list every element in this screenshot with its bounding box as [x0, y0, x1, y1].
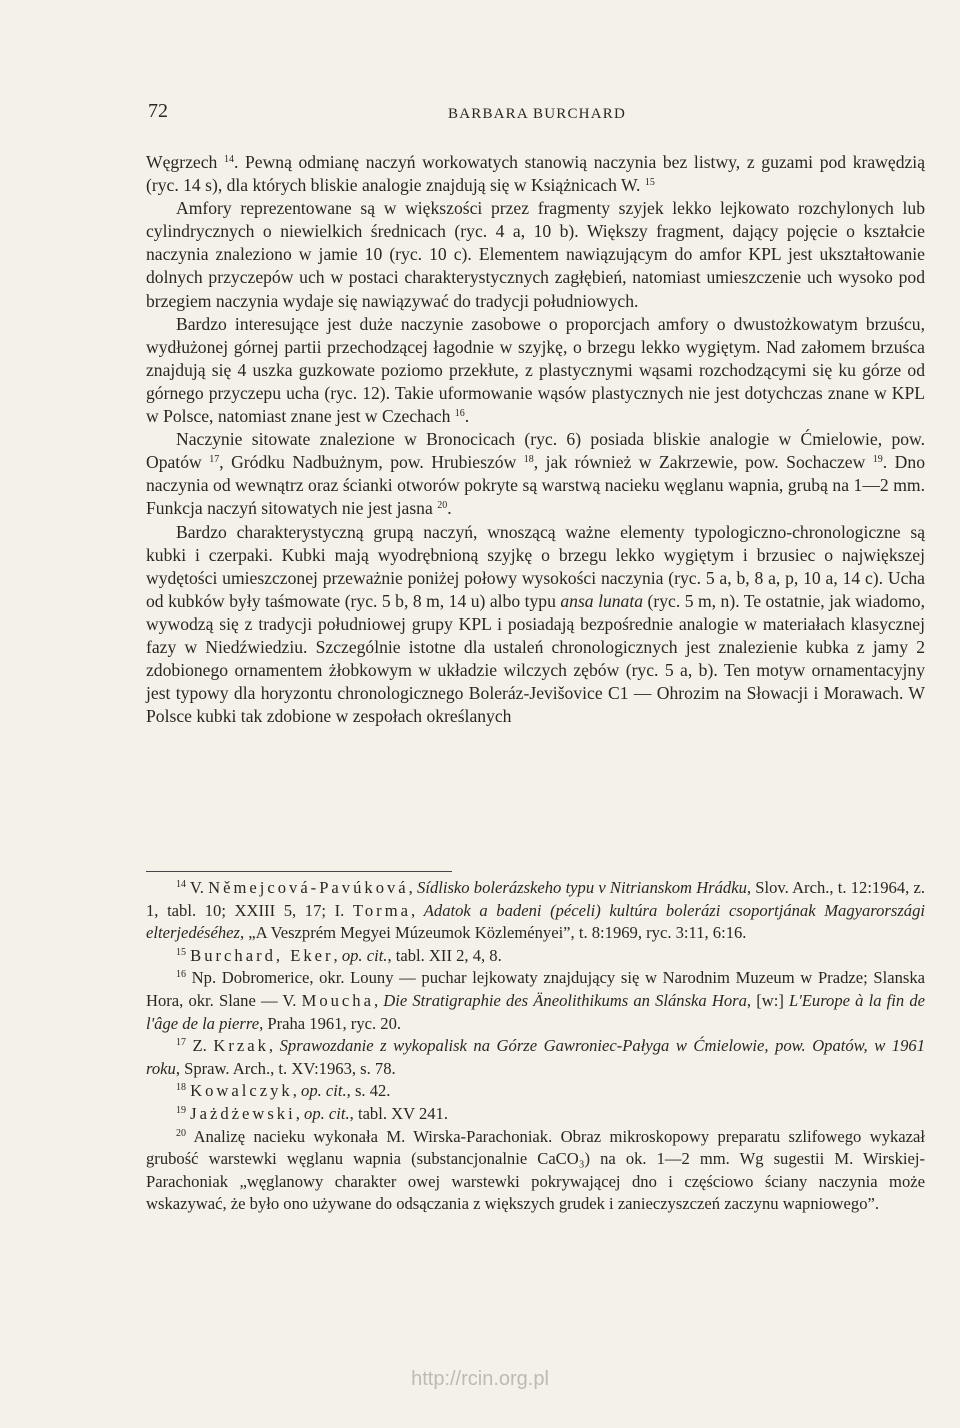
footnote-text: , tabl. XV 241.: [349, 1103, 448, 1123]
footnote-text: ,: [268, 1036, 280, 1056]
title-italic: Sprawozdanie z wykopalisk na Górze Gawroniec-Pałyga w Ćmielowie, pow. Opatów, w 1961 roku: [146, 1036, 925, 1078]
paragraph-5: Bardzo charakterystyczną grupą naczyń, wnoszącą ważne elementy typologiczno-chronologiczne są kubki i czerpaki. Kubki mają wyodrębnioną szyjkę o brzegu lekko wygiętym i brzusiec o największej wydętości umieszczonej przeważnie poniżej połowy wysokości naczynia (ryc. 5 a, b, 8 a, p, 10 a, 14 c). Ucha od kubków były taśmowate (ryc. 5 b, 8 m, 14 u) albo typu ansa lunata (ryc. 5 m, n). Te ostatnie, jak wiadomo, wywodzą się z tradycji południowej grupy KPL i posiadają bezpośrednie analogie w materiałach klasycznej fazy w Niedźwiedziu. Szczególnie istotne dla ustaleń chronologicznych jest znalezienie kubka z jamy 2 zdobionego ornamentem żłobkowym w układzie wilczych zębów (ryc. 5 a, b). Ten motyw ornamentacyjny jest typowy dla horyzontu chronologicznego Boleráz-Jevišovice C1 — Ohrozim na Słowacji i Morawach. W Polsce kubki tak zdobione w zespołach określanych: [146, 521, 925, 727]
body-text: [146, 151, 925, 728]
footnote-ref[interactable]: 20: [437, 500, 448, 512]
footnote-17: [146, 1035, 925, 1080]
footnote-number: 14: [176, 879, 186, 890]
title-italic: op. cit.: [341, 945, 388, 965]
author-name: Kowalczyk: [190, 1081, 293, 1101]
running-header: BARBARA BURCHARD: [448, 106, 626, 122]
title-italic: Sídlisko bolerázskeho typu v Nitrianskom Hrádku: [417, 878, 747, 897]
footnote-ref[interactable]: 17: [209, 454, 220, 466]
watermark: http://rcin.org.pl: [411, 1368, 549, 1390]
page-number: 72: [148, 100, 168, 122]
footnote-number: 18: [176, 1082, 186, 1094]
footnote-18: [146, 1080, 925, 1103]
footnote-text: ,: [295, 1103, 305, 1123]
title-italic: op. cit.: [301, 1081, 347, 1101]
footnote-text: ,: [410, 900, 424, 920]
footnote-text: , Spraw. Arch., t. XV:1963, s. 78.: [175, 1058, 396, 1078]
footnote-text: ,: [373, 990, 384, 1010]
footnote-number: 19: [176, 1104, 186, 1116]
footnote-divider: [146, 871, 452, 872]
footnote-text: ,: [292, 1081, 302, 1101]
paragraph-3: Bardzo interesujące jest duże naczynie zasobowe o proporcjach amfory o dwustożkowatym brzuścu, wydłużonej górnej partii przechodzącej łagodnie w szyjkę, o brzegu lekko wygiętym. Nad załomem brzuśca znajdują się 4 uszka guzkowate poziomo przekłute, z plastycznymi wąsami rozchodzącymi się ku górze od górnego przyczepu ucha (ryc. 12). Takie uformowanie wąsów plastycznych nie jest dotychczas znane w KPL w Polsce, natomiast znane jest w Czechach $^{16}$.: [146, 313, 925, 427]
author-name: Torma: [352, 900, 411, 920]
footnote-text: , Slov. Arch., t. 12:1964, z. 1, tabl. 10; XXIII 5, 17; I.: [146, 878, 925, 920]
footnote-text: Analizę nacieku wykonała M. Wirska-Parachoniak. Obraz mikroskopowy preparatu szlifowego wykazał grubość warstewki węglanu wapnia (substancjonalnie CaCO₃) na ok. 1—2 mm. Wg sugestii M. Wirskiej-Parachoniak „węglanowy charakter owej warstewki pokrywającej dno i częściowo ściany naczynia może wskazywać, że było ono używane do odsączania z większych grudek i zanieczyszczeń zaczynu wapniowego”.: [146, 1126, 925, 1214]
footnote-ref[interactable]: 19: [872, 454, 883, 466]
author-name: Krzak: [213, 1036, 269, 1056]
title-italic: Adatok a badeni (péceli) kultúra bolerázi csoportjának Magyarországi elterjedéséhez: [146, 900, 926, 943]
footnote-text: Z.: [186, 1036, 214, 1056]
footnote-number: 16: [176, 969, 186, 981]
paragraph-2: Amfory reprezentowane są w większości przez fragmenty szyjek lekko lejkowato rozchylonych lub cylindrycznych o niewielkich średnicach (ryc. 4 a, 10 b). Większy fragment, dający pojęcie o kształcie naczynia znaleziono w jamie 10 (ryc. 10 c). Elementem nawiązującym do amfor KPL jest ukształtowanie dolnych przyczepów uch w postaci charakterystycznych zagłębień, natomiast umieszczenie uch wysoko pod brzegiem naczynia wydaje się nawiązywać do tradycji południowych.: [146, 198, 925, 311]
footnotes: [146, 877, 925, 1216]
paragraph-4: Naczynie sitowate znalezione w Bronocicach (ryc. 6) posiada bliskie analogie w Ćmielowie, pow. Opatów $^{17}$, Gródku Nadbużnym, pow. Hrubieszów $^{18}$, jak również w Zakrzewie, pow. Sochaczew $^{19}$. Dno naczynia od wewnątrz oraz ścianki otworów pokryte są warstwą nacieku węglanu wapnia, grubą na 1—2 mm. Funkcja naczyń sitowatych nie jest jasna $^{20}$.: [146, 429, 925, 519]
author-name: Jażdżewski: [190, 1103, 296, 1123]
title-italic: Die Stratigraphie des Äneolithikums an Slánska Hora: [383, 990, 747, 1010]
footnote-ref[interactable]: 14: [223, 154, 234, 165]
title-italic: L'Europe à la fin de l'âge de la pierre: [146, 990, 925, 1033]
author-name: Moucha: [301, 990, 374, 1010]
footnote-14: [146, 877, 925, 945]
author-name: Burchard, Eker: [190, 945, 334, 965]
footnote-ref[interactable]: 18: [523, 454, 534, 466]
title-italic: op. cit.: [304, 1103, 350, 1123]
paragraph-1: Węgrzech $^{14}$. Pewną odmianę naczyń workowatych stanowią naczynia bez listwy, z guzami pod krawędzią (ryc. 14 s), dla których bliskie analogie znajdują się w Książnicach W. $^{15}$: [146, 152, 925, 196]
footnote-ref[interactable]: 15: [644, 177, 655, 189]
footnote-number: 17: [176, 1037, 186, 1049]
footnote-number: 20: [176, 1127, 186, 1139]
footnote-text: , s. 42.: [346, 1081, 391, 1101]
footnote-text: , „A Veszprém Megyei Múzeumok Közleményei”, t. 8:1969, ryc. 3:11, 6:16.: [240, 923, 747, 943]
footnote-text: , Praha 1961, ryc. 20.: [259, 1013, 402, 1033]
footnote-number: 15: [176, 946, 186, 958]
footnote-text: ,: [333, 945, 342, 965]
footnote-ref[interactable]: 16: [454, 408, 465, 420]
footnote-text: , tabl. XII 2, 4, 8.: [387, 945, 502, 965]
footnote-text: ,: [408, 878, 418, 897]
footnote-text: , [w:]: [746, 990, 789, 1010]
footnote-15: [146, 945, 925, 968]
footnote-text: V.: [186, 878, 209, 897]
author-name: Němejcová-Pavúková: [208, 878, 409, 897]
footnote-16: [146, 967, 925, 1035]
footnote-text: Np. Dobromerice, okr. Louny — puchar lejkowaty znajdujący się w Narodnim Muzeum w Pradze; Slanska Hora, okr. Slane — V.: [146, 968, 925, 1010]
footnote-20: [146, 1126, 925, 1216]
footnote-19: [146, 1103, 925, 1126]
